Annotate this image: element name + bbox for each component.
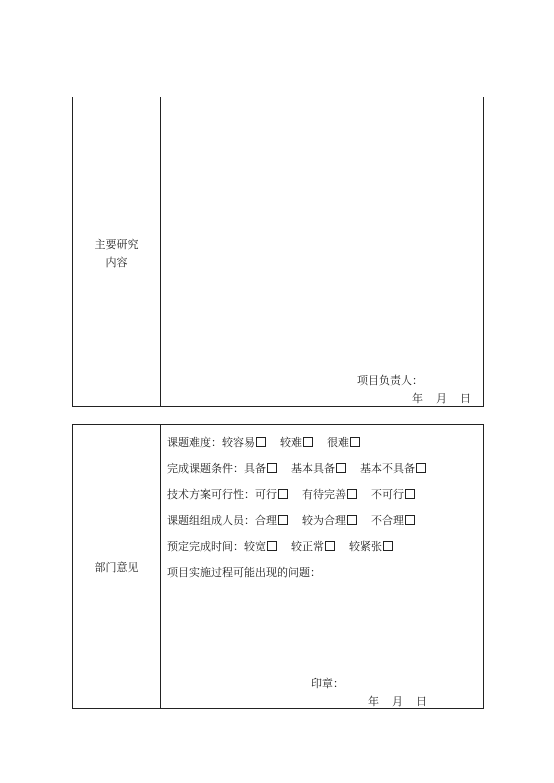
checkbox[interactable] [278,489,288,499]
option-label: 不合理 [371,514,404,527]
option-label: 很难 [327,436,349,449]
approval-date [368,693,427,709]
department-opinion-table [72,424,484,709]
checkbox[interactable] [278,515,288,525]
row-prompt: 技术方案可行性： [167,488,255,501]
date-day: 日 [460,392,471,405]
completion-time-row [167,540,393,554]
date-year: 年 [412,392,423,405]
project-leader-signature-label: 项目负责人： [357,374,423,387]
checkbox[interactable] [267,541,277,551]
option-label: 基本具备 [291,462,335,475]
checkbox[interactable] [267,463,277,473]
option-label: 较难 [280,436,302,449]
option-label: 基本不具备 [360,462,415,475]
row-prompt: 课题组组成人员： [167,514,255,527]
signature-date [412,390,471,406]
checkbox[interactable] [325,541,335,551]
label-cell [73,425,161,708]
row-prompt: 课题难度： [167,436,222,449]
option-label: 较为合理 [302,514,346,527]
option-label: 较容易 [222,436,255,449]
team-members-row [167,514,415,528]
option-label: 可行 [255,488,277,501]
option-label: 具备 [244,462,266,475]
option-label: 合理 [255,514,277,527]
checkbox[interactable] [256,437,266,447]
research-content-table [72,97,484,407]
row-prompt: 预定完成时间： [167,540,244,553]
option-label: 较宽 [244,540,266,553]
checkbox[interactable] [350,437,360,447]
label-cell [73,97,161,406]
feasibility-row [167,488,415,502]
seal-label: 印章： [311,677,344,690]
date-year: 年 [368,695,379,708]
option-label: 不可行 [371,488,404,501]
checkbox[interactable] [303,437,313,447]
label-line-2: 内容 [105,256,128,269]
checkbox[interactable] [347,515,357,525]
conditions-row [167,462,426,476]
checkbox[interactable] [405,489,415,499]
option-label: 较正常 [291,540,324,553]
research-content-label [73,236,160,272]
checkbox[interactable] [347,489,357,499]
date-day: 日 [416,695,427,708]
checkbox[interactable] [416,463,426,473]
checkbox[interactable] [405,515,415,525]
difficulty-row [167,436,360,450]
department-opinion-label: 部门意见 [94,561,139,574]
date-month: 月 [436,392,447,405]
option-label: 有待完善 [302,488,346,501]
label-line-1: 主要研究 [94,238,139,251]
checkbox[interactable] [336,463,346,473]
option-label: 较紧张 [349,540,382,553]
department-opinion-cell [161,425,483,708]
row-prompt: 完成课题条件： [167,462,244,475]
research-content-cell[interactable] [161,97,483,406]
checkbox[interactable] [383,541,393,551]
date-month: 月 [392,695,403,708]
potential-issues-prompt: 项目实施过程可能出现的问题： [167,566,321,579]
